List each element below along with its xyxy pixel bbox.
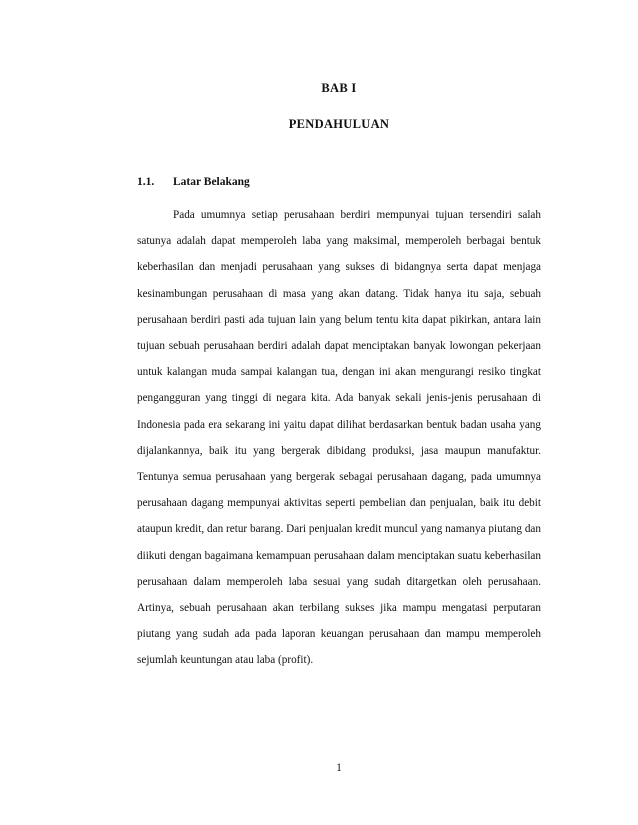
- section-title: Latar Belakang: [173, 176, 250, 188]
- section-heading: [137, 176, 250, 188]
- chapter-title: PENDAHULUAN: [288, 117, 390, 131]
- body-paragraph: Pada umumnya setiap perusahaan berdiri mempunyai tujuan tersendiri salah satunya adalah dapat memperoleh laba yang maksimal, memperoleh berbagai bentuk keberhasilan dan menjadi perusahaan yang sukses di bidangnya serta dapat menjaga kesinambungan perusahaan di masa yang akan datang. Tidak hanya itu saja, sebuah perusahaan berdiri pasti ada tujuan lain yang belum tentu kita dapat pikirkan, antara lain tujuan sebuah perusahaan berdiri adalah dapat menciptakan banyak lowongan pekerjaan untuk kalangan muda sampai kalangan tua, dengan ini akan mengurangi resiko tingkat pengangguran yang tinggi di negara kita. Ada banyak sekali jenis-jenis perusahaan di Indonesia pada era sekarang ini yaitu dapat dilihat berdasarkan bentuk badan usaha yang dijalankannya, baik itu yang bergerak dibidang produksi, jasa maupun manufaktur. Tentunya semua perusahaan yang bergerak sebagai perusahaan dagang, pada umumnya perusahaan dagang mempunyai aktivitas seperti pembelian dan penjualan, baik itu debit ataupun kredit, dan retur barang. Dari penjualan kredit muncul yang namanya piutang dan diikuti dengan bagaimana kemampuan perusahaan dalam menciptakan suatu keberhasilan perusahaan dalam memperoleh laba sesuai yang sudah ditargetkan oleh perusahaan. Artinya, sebuah perusahaan akan terbilang sukses jika mampu mengatasi perputaran piutang yang sudah ada pada laporan keuangan perusahaan dan mampu memperoleh sejumlah keuntungan atau laba (profit).: [137, 209, 541, 667]
- chapter-number: BAB I: [321, 81, 357, 95]
- page-number: 1: [336, 762, 342, 774]
- section-number: 1.1.: [137, 176, 155, 188]
